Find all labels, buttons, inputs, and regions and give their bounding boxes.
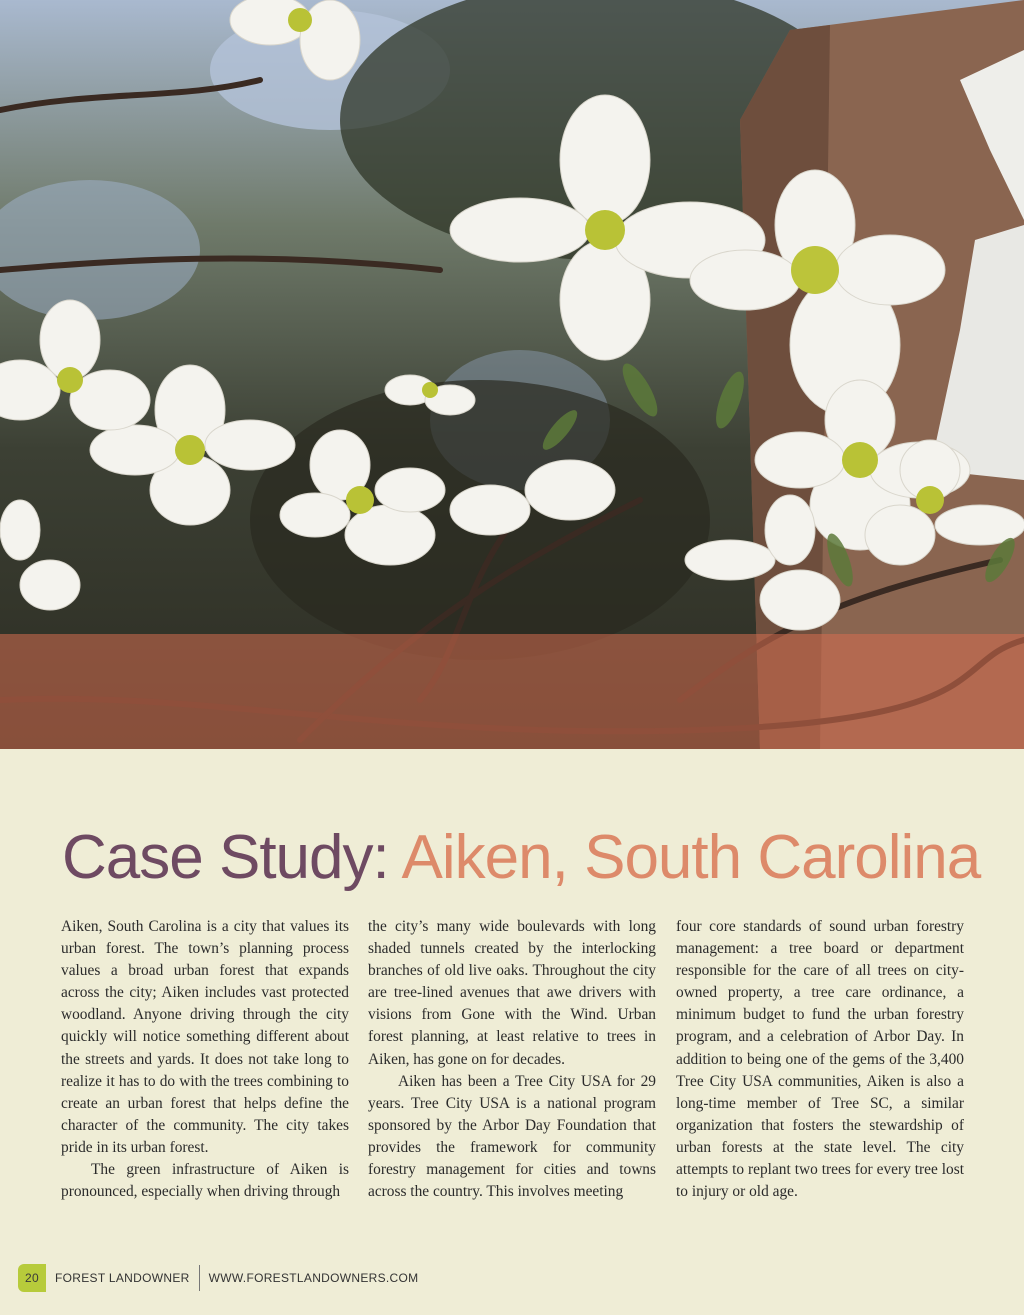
article-column-2 bbox=[368, 916, 656, 1203]
article-column-3 bbox=[676, 916, 964, 1203]
publication-name: FOREST LANDOWNER bbox=[55, 1271, 190, 1285]
page-number: 20 bbox=[18, 1264, 46, 1292]
paragraph: The green infrastructure of Aiken is pronounced, especially when driving through bbox=[61, 1161, 349, 1201]
title-prefix: Case Study: bbox=[62, 823, 402, 892]
paragraph: the city’s many wide boulevards with long shaded tunnels created by the interlocking branches of old live oaks. Throughout the city are tree-lined avenues that awe drivers with visions from Gone with the Wind. Urban forest planning, at least relative to trees in Aiken, has gone on for decades. bbox=[368, 918, 656, 1068]
article-title bbox=[62, 818, 1002, 898]
article-column-1 bbox=[61, 916, 349, 1203]
photo-color-band bbox=[0, 634, 1024, 749]
paragraph: Aiken has been a Tree City USA for 29 years. Tree City USA is a national program sponsored by the Arbor Day Foundation that provides the framework for community forestry management for cities and towns across the country. This involves meeting bbox=[368, 1072, 656, 1201]
page-footer bbox=[18, 1264, 418, 1292]
website-link[interactable]: WWW.FORESTLANDOWNERS.COM bbox=[208, 1271, 419, 1285]
paragraph: Aiken, South Carolina is a city that values its urban forest. The town’s planning process values a broad urban forest that expands across the city; Aiken includes vast protected woodland. Anyone driving through the city quickly will notice something different about the streets and yards. It does not take long to realize it has to do with the trees combining to create an urban forest that helps define the character of the community. The city takes pride in its urban forest. bbox=[61, 918, 349, 1156]
title-place: Aiken, South Carolina bbox=[401, 823, 981, 892]
footer-divider bbox=[199, 1265, 200, 1291]
paragraph: four core standards of sound urban forestry management: a tree board or department responsible for the care of all trees on city-owned property, a tree care ordinance, a minimum budget to fund the urban forestry program, and a celebration of Arbor Day. In addition to being one of the gems of the 3,400 Tree City USA communities, Aiken is also a long-time member of Tree SC, a similar organization that fosters the stewardship of urban forests at the state level. The city attempts to replant two trees for every tree lost to injury or old age. bbox=[676, 918, 964, 1201]
